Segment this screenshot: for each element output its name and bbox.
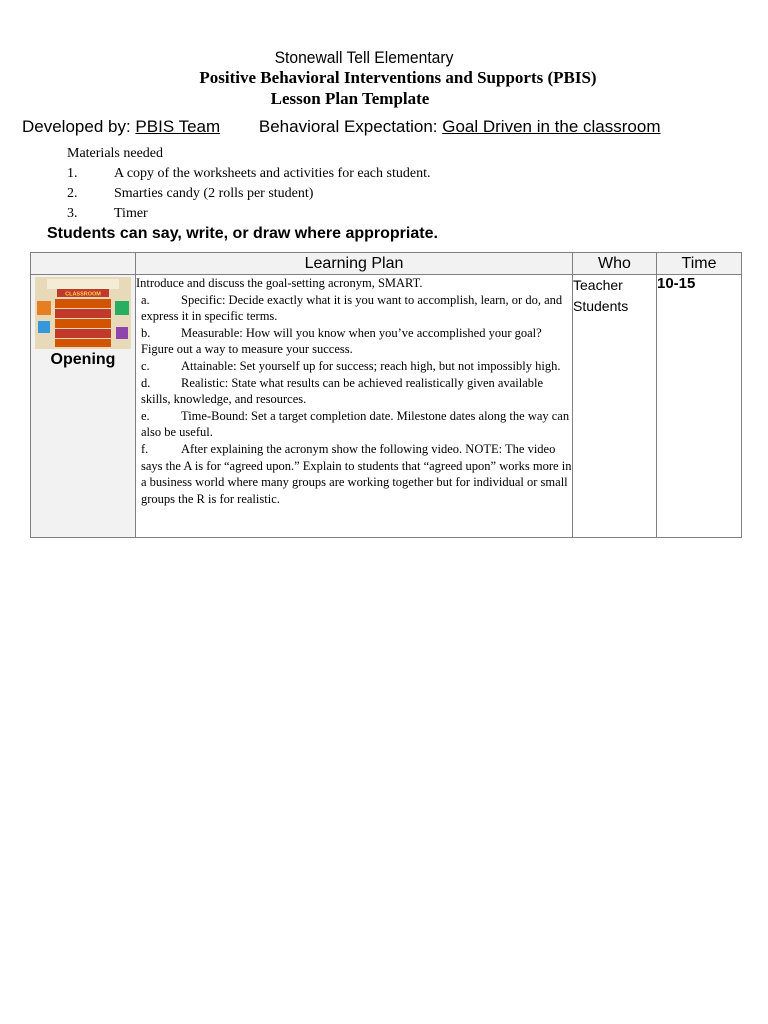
document-type: Lesson Plan Template bbox=[270, 89, 430, 108]
item-letter: e. bbox=[141, 408, 150, 423]
table-row bbox=[31, 275, 742, 538]
behavioral-expectation-value: Goal Driven in the classroom bbox=[442, 117, 661, 136]
school-name: Stonewall Tell Elementary bbox=[274, 48, 454, 67]
time-cell: 10-15 bbox=[657, 275, 742, 538]
poster-title: CLASSROOM bbox=[65, 291, 101, 298]
item-letter: a. bbox=[141, 292, 150, 307]
item-text: After explaining the acronym show the following video. NOTE: The video says the A is for “agreed upon.” Explain to students that “agreed upon” works more in a business world where many groups are working together but for individual or small groups the R is for realistic. bbox=[141, 441, 572, 506]
pbis-poster-image bbox=[35, 277, 131, 349]
plan-item-realistic bbox=[136, 375, 572, 408]
plan-item-specific bbox=[136, 292, 572, 325]
table-header-row bbox=[31, 253, 742, 275]
material-number: 3. bbox=[67, 206, 78, 221]
material-item: A copy of the worksheets and activities for each student. bbox=[114, 166, 431, 181]
item-text: Measurable: How will you know when you’ve accomplished your goal? Figure out a way to measure your success. bbox=[141, 325, 542, 357]
developed-by-value: PBIS Team bbox=[135, 117, 221, 136]
learning-plan-cell bbox=[136, 275, 573, 538]
developed-by-line bbox=[22, 117, 667, 137]
item-text: Attainable: Set yourself up for success; reach high, but not impossibly high. bbox=[181, 358, 561, 373]
learning-plan-table bbox=[30, 252, 742, 538]
materials-heading: Materials needed bbox=[67, 146, 164, 161]
material-number: 1. bbox=[67, 166, 78, 181]
plan-item-attainable bbox=[136, 358, 572, 375]
who-students: Students bbox=[573, 298, 629, 314]
item-letter: c. bbox=[141, 358, 150, 373]
who-cell bbox=[573, 275, 657, 538]
behavioral-expectation-label: Behavioral Expectation: bbox=[258, 117, 438, 136]
item-text: Specific: Decide exactly what it is you want to accomplish, learn, or do, and express it in specific terms. bbox=[141, 292, 563, 324]
header-who: Who bbox=[573, 253, 657, 275]
header-learning-plan: Learning Plan bbox=[136, 253, 573, 275]
material-number: 2. bbox=[67, 186, 78, 201]
plan-intro: Introduce and discuss the goal-setting acronym, SMART. bbox=[136, 276, 423, 290]
section-label-opening: Opening bbox=[50, 351, 116, 368]
section-cell bbox=[31, 275, 136, 538]
program-title: Positive Behavioral Interventions and Supports (PBIS) bbox=[199, 68, 597, 87]
material-item: Timer bbox=[114, 206, 148, 221]
developed-by-label: Developed by: bbox=[22, 117, 131, 136]
who-teacher: Teacher bbox=[573, 277, 623, 293]
plan-item-measurable bbox=[136, 325, 572, 358]
students-note: Students can say, write, or draw where appropriate. bbox=[47, 225, 438, 242]
item-text: Realistic: State what results can be achieved realistically given available skills, knowledge, and resources. bbox=[141, 375, 544, 407]
header-blank-cell bbox=[31, 253, 136, 275]
item-letter: d. bbox=[141, 375, 151, 390]
plan-item-video-note bbox=[136, 441, 572, 507]
item-letter: b. bbox=[141, 325, 151, 340]
item-letter: f. bbox=[141, 441, 149, 456]
item-text: Time-Bound: Set a target completion date. Milestone dates along the way can also be useful. bbox=[141, 408, 570, 440]
material-item: Smarties candy (2 rolls per student) bbox=[114, 186, 314, 201]
plan-item-time-bound bbox=[136, 408, 572, 441]
header-time: Time bbox=[657, 253, 742, 275]
